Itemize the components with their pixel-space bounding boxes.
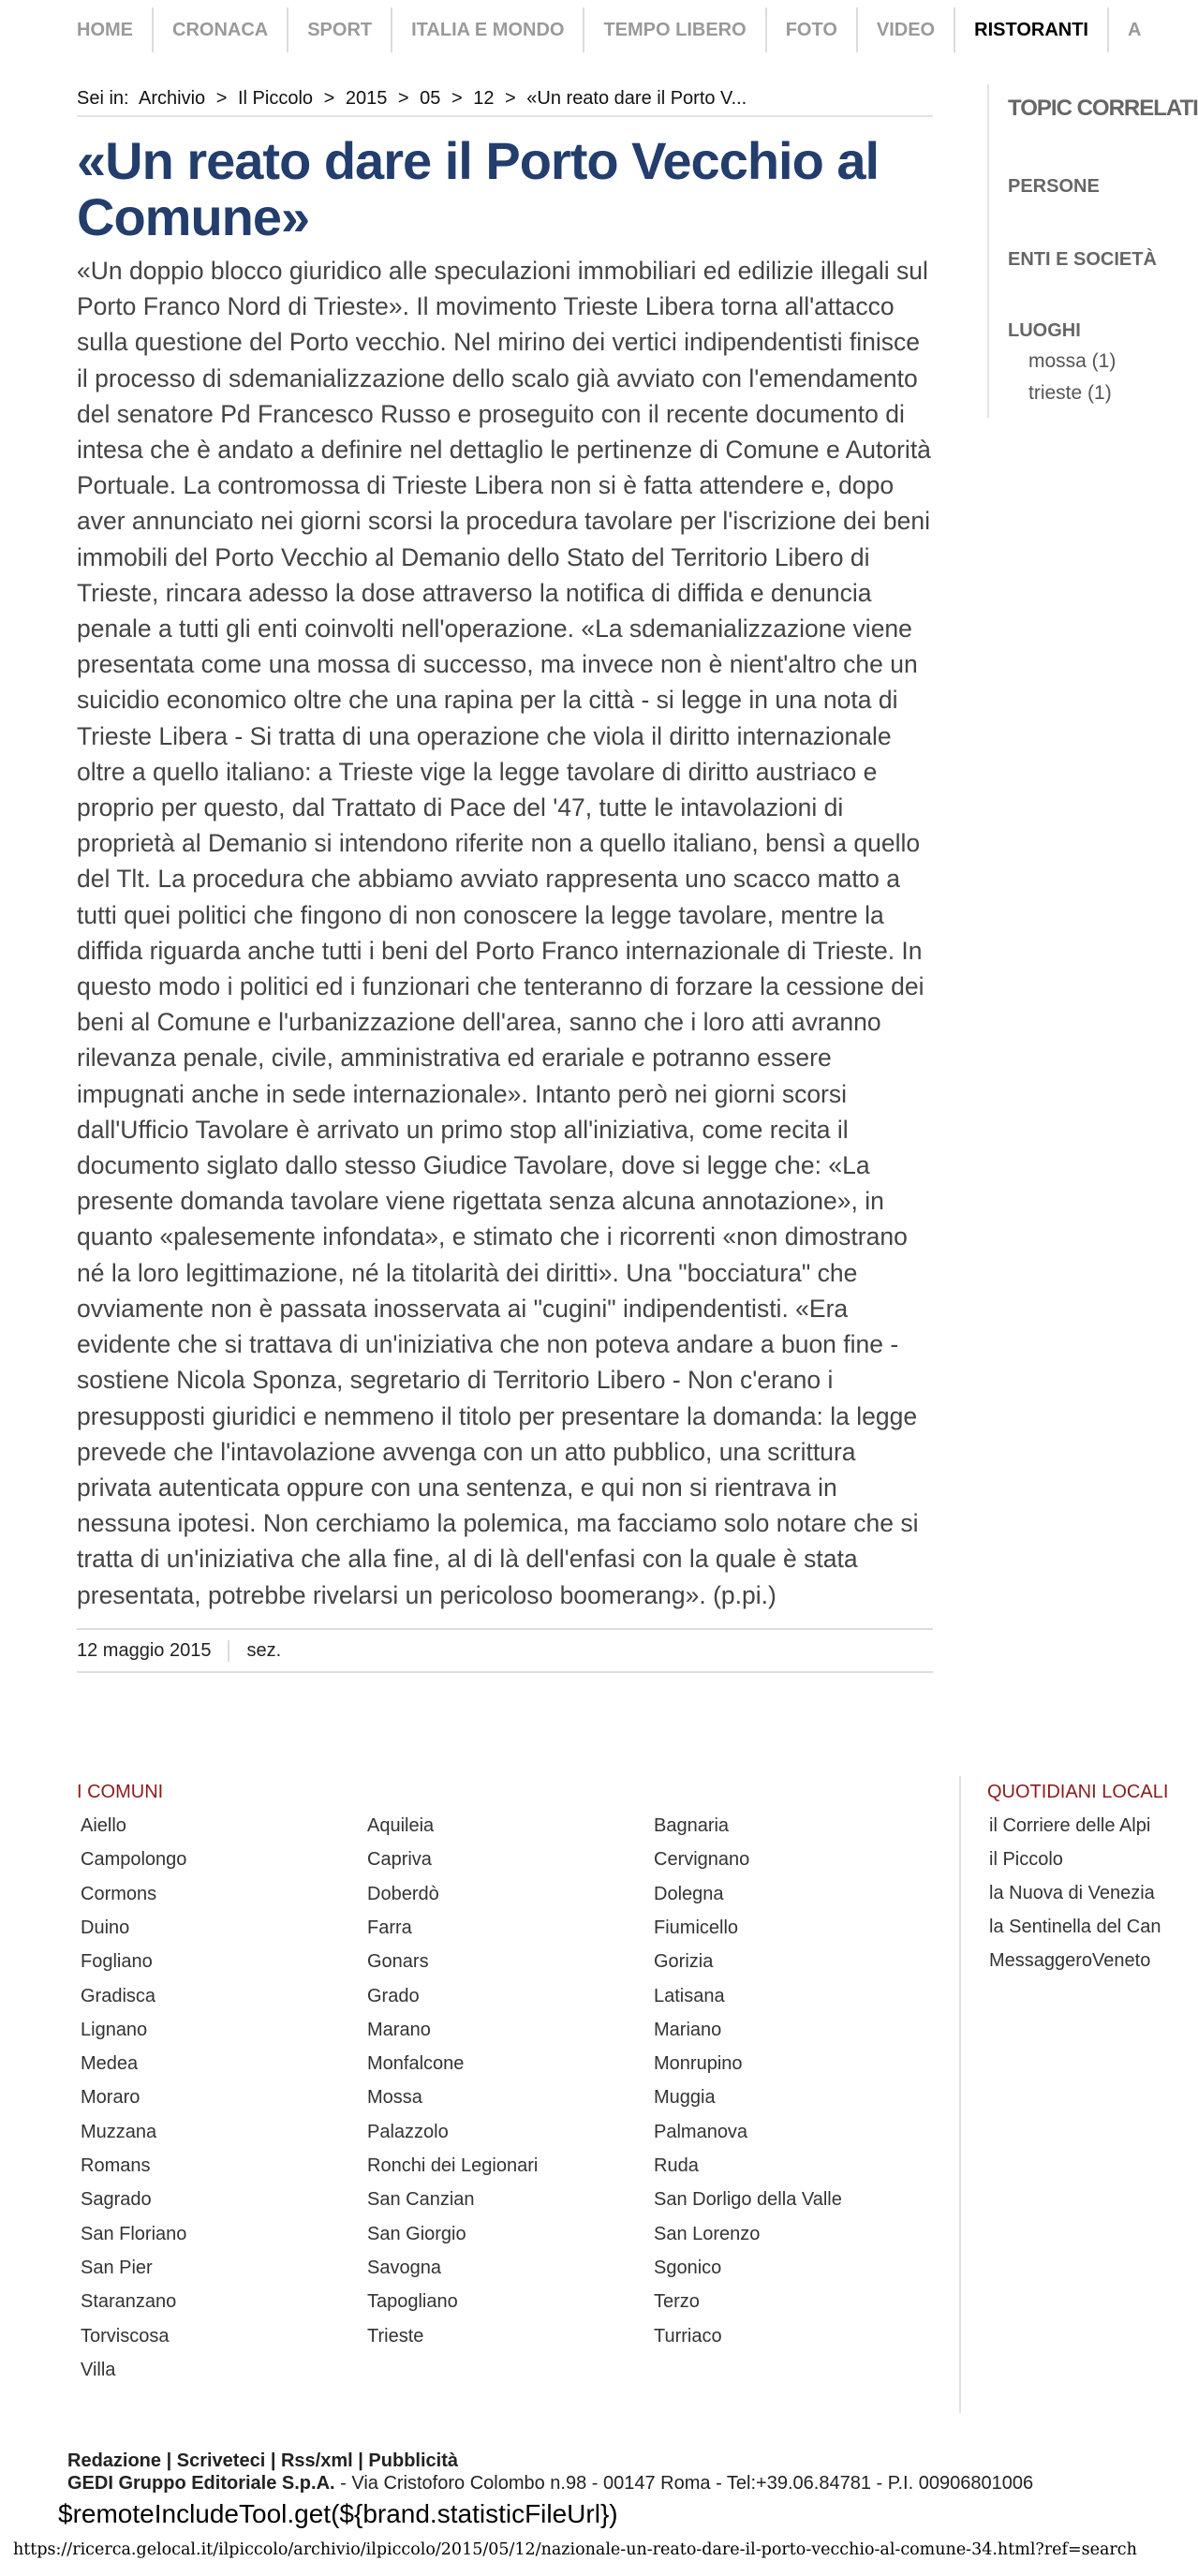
nav-sport[interactable]: SPORT	[288, 7, 392, 52]
comune-link[interactable]: Fiumicello	[654, 1917, 739, 1938]
quotidiano-link[interactable]: il Corriere delle Alpi	[989, 1815, 1151, 1836]
comune-link[interactable]: Duino	[81, 1917, 130, 1938]
breadcrumb-separator: >	[397, 88, 409, 109]
template-placeholder-text: $remoteIncludeTool.get(${brand.statisticFileUrl})	[58, 2499, 618, 2528]
breadcrumb-archivio[interactable]: Archivio	[139, 88, 206, 109]
article-date: 12 maggio 2015	[77, 1640, 229, 1662]
breadcrumb	[77, 88, 933, 117]
comune-link[interactable]: Muggia	[654, 2087, 716, 2109]
topics-enti-e-societa[interactable]: ENTI E SOCIETÀ	[1008, 249, 1157, 270]
topics-persone[interactable]: PERSONE	[1008, 176, 1100, 197]
nav-ristoranti[interactable]: RISTORANTI	[955, 7, 1109, 52]
comune-link[interactable]: Romans	[81, 2155, 151, 2176]
breadcrumb-prefix: Sei in:	[77, 88, 129, 109]
comune-link[interactable]: Marano	[367, 2019, 431, 2040]
comune-link[interactable]: Gradisca	[81, 1985, 156, 2006]
comune-link[interactable]: Palazzolo	[367, 2121, 449, 2142]
comune-link[interactable]: Mossa	[367, 2087, 422, 2109]
comune-link[interactable]: Mariano	[654, 2019, 722, 2040]
comune-link[interactable]: Doberdò	[367, 1883, 439, 1904]
article-title: «Un reato dare il Porto Vecchio al Comune»	[77, 131, 880, 246]
nav-home[interactable]: HOME	[60, 7, 154, 52]
comune-link[interactable]: Aquileia	[367, 1815, 435, 1836]
comune-link[interactable]: San Canzian	[367, 2189, 475, 2211]
comune-link[interactable]: San Pier	[81, 2257, 153, 2278]
comune-link[interactable]: Ruda	[654, 2155, 699, 2176]
comune-link[interactable]: Sagrado	[81, 2189, 152, 2211]
comune-link[interactable]: Tapogliano	[367, 2291, 458, 2313]
comune-link[interactable]: Savogna	[367, 2257, 441, 2278]
comune-link[interactable]: Staranzano	[81, 2291, 177, 2313]
article-meta	[77, 1628, 933, 1673]
top-navigation	[60, 0, 1165, 60]
comune-link[interactable]: Palmanova	[654, 2121, 748, 2142]
footer-divider	[959, 1776, 961, 2413]
comune-link[interactable]: Monrupino	[654, 2053, 743, 2075]
related-topics-title: TOPIC CORRELATI	[1008, 96, 1198, 121]
comune-link[interactable]: Muzzana	[81, 2121, 157, 2142]
related-topics-sidebar	[987, 84, 1198, 418]
topic-link-trieste[interactable]: trieste (1)	[1028, 382, 1112, 404]
quotidiano-link[interactable]: il Piccolo	[989, 1849, 1063, 1870]
comune-link[interactable]: Terzo	[654, 2291, 700, 2313]
comune-link[interactable]: Aiello	[81, 1815, 126, 1836]
comune-link[interactable]: Cervignano	[654, 1849, 750, 1871]
nav-more-truncated[interactable]: A	[1127, 20, 1142, 40]
breadcrumb-separator: >	[505, 88, 516, 109]
comuni-title: I COMUNI	[77, 1782, 164, 1802]
comune-link[interactable]: Lignano	[81, 2019, 148, 2040]
comune-link[interactable]: Ronchi dei Legionari	[367, 2155, 539, 2176]
breadcrumb-year[interactable]: 2015	[345, 88, 388, 109]
comune-link[interactable]: Villa	[81, 2359, 116, 2380]
company-details: - Via Cristoforo Colombo n.98 - 00147 Roma - Tel:+39.06.84781 - P.I. 00906801006	[334, 2473, 1034, 2494]
comune-link[interactable]: Monfalcone	[367, 2053, 465, 2075]
comune-link[interactable]: San Lorenzo	[654, 2223, 761, 2244]
topics-luoghi: LUOGHI	[1008, 320, 1081, 341]
breadcrumb-separator: >	[323, 88, 335, 109]
quotidiano-link[interactable]: la Sentinella del Can	[989, 1917, 1161, 1937]
comune-link[interactable]: Turriaco	[654, 2325, 722, 2347]
comune-link[interactable]: San Giorgio	[367, 2223, 466, 2244]
footer-link-redazione[interactable]: Redazione	[67, 2450, 162, 2471]
nav-foto[interactable]: FOTO	[767, 7, 858, 52]
comune-link[interactable]: Trieste	[367, 2325, 424, 2347]
topic-link-mossa[interactable]: mossa (1)	[1028, 350, 1117, 372]
comune-link[interactable]: Campolongo	[81, 1849, 187, 1871]
quotidiano-link[interactable]: MessaggeroVeneto	[989, 1950, 1151, 1971]
comune-link[interactable]: San Dorligo della Valle	[654, 2189, 842, 2211]
nav-cronaca[interactable]: CRONACA	[154, 7, 288, 52]
comune-link[interactable]: Bagnaria	[654, 1815, 730, 1836]
comune-link[interactable]: Capriva	[367, 1849, 432, 1871]
breadcrumb-separator: >	[451, 88, 463, 109]
breadcrumb-day[interactable]: 12	[473, 88, 495, 109]
comune-link[interactable]: Grado	[367, 1985, 420, 2006]
footer-link-rss[interactable]: Rss/xml	[280, 2450, 353, 2471]
comune-link[interactable]: Latisana	[654, 1985, 725, 2006]
quotidiani-title: QUOTIDIANI LOCALI	[987, 1782, 1169, 1802]
page-url: https://ricerca.gelocal.it/ilpiccolo/archivio/ilpiccolo/2015/05/12/nazionale-un-reato-dare-il-porto-vecchio-al-comune-34.html?ref=search	[13, 2540, 1137, 2559]
company-info	[67, 2473, 1033, 2495]
comune-link[interactable]: San Floriano	[81, 2223, 187, 2244]
comune-link[interactable]: Dolegna	[654, 1883, 724, 1904]
comune-link[interactable]: Fogliano	[81, 1951, 153, 1973]
breadcrumb-separator: >	[215, 88, 228, 109]
footer-link-scriveteci[interactable]: Scriveteci	[176, 2450, 266, 2471]
quotidiano-link[interactable]: la Nuova di Venezia	[989, 1883, 1155, 1903]
article-body: «Un doppio blocco giuridico alle speculazioni immobiliari ed edilizie illegali sul Porto Franco Nord di Trieste». Il movimento Trieste Libera torna all'attacco sulla questione del Porto vecchio. Nel mirino dei vertici indipendentisti finisce il processo di sdemanializzazione dello scalo già avviato con l'emendamento del senatore Pd Francesco Russo e proseguito con il recente documento di intesa che è andato a definire nel dettaglio le pertinenze di Comune e Autorità Portuale. La contromossa di Trieste Libera non si è fatta attendere e, dopo aver annunciato nei giorni scorsi la procedura tavolare per l'iscrizione dei beni immobili del Porto Vecchio al Demanio dello Stato del Territorio Libero di Trieste, rincara adesso la dose attraverso la notifica di diffida e denuncia penale a tutti gli enti coinvolti nell'operazione. «La sdemanializzazione viene presentata come una mossa di successo, ma invece non è nient'altro che un suicidio economico oltre che una rapina per la città - si legge in una nota di Trieste Libera - Si tratta di una operazione che viola il diritto internazionale oltre a quello italiano: a Trieste vige la legge tavolare di diritto austriaco e proprio per questo, dal Trattato di Pace del '47, tutte le intavolazioni di proprietà al Demanio si intendono riferite non a quello italiano, bensì a quello del Tlt. La procedura che abbiamo avviato rappresenta uno scacco matto a tutti quei politici che fingono di non conoscere la legge tavolare, mentre la diffida riguarda anche tutti i beni del Porto Franco internazionale di Trieste. In questo modo i politici ed i funzionari che tenteranno di forzare la cessione dei beni al Comune e l'urbanizzazione dell'area, sanno che i loro atti avranno rilevanza penale, civile, amministrativa ed erariale e potranno essere impugnati anche in sede internazionale». Intanto però nei giorni scorsi dall'Ufficio Tavolare è arrivato un primo stop all'iniziativa, come recita il documento siglato dallo stesso Giudice Tavolare, dove si legge che: «La presente domanda tavolare viene rigettata senza alcuna annotazione», in quanto «palesemente infondata», e stimato che i ricorrenti «non dimostrano né la loro legittimazione, né la titolarità dei diritti». Una "bocciatura" che ovviamente non è passata inosservata ai "cugini" indipendentisti. «Era evidente che si trattava di un'iniziativa che non poteva andare a buon fine - sostiene Nicola Sponza, segretario di Territorio Libero - Non c'erano i presupposti giuridici e nemmeno il titolo per presentare la domanda: la legge prevede che l'intavolazione avvenga con un atto pubblico, una scrittura privata autenticata oppure con una sentenza, e qui non si rientrava in nessuna ipotesi. Non cerchiamo la polemica, ma facciamo solo notare che si tratta di un'iniziativa che alla fine, al di là dell'enfasi con la quale è stata presentata, potrebbe rivelarsi un pericoloso boomerang». (p.pi.)	[77, 257, 931, 1609]
company-name: GEDI Gruppo Editoriale S.p.A.	[67, 2473, 335, 2494]
comune-link[interactable]: Torviscosa	[81, 2325, 170, 2347]
comune-link[interactable]: Cormons	[81, 1883, 157, 1904]
breadcrumb-il-piccolo[interactable]: Il Piccolo	[238, 88, 314, 109]
nav-tempo-libero[interactable]: TEMPO LIBERO	[584, 7, 766, 52]
comune-link[interactable]: Gorizia	[654, 1951, 714, 1973]
breadcrumb-month[interactable]: 05	[420, 88, 441, 109]
comune-link[interactable]: Moraro	[81, 2087, 141, 2109]
footer-links: Redazione | Scriveteci | Rss/xml | Pubblicità	[67, 2450, 458, 2471]
nav-video[interactable]: VIDEO	[858, 7, 955, 52]
comune-link[interactable]: Farra	[367, 1917, 412, 1938]
nav-italia-e-mondo[interactable]: ITALIA E MONDO	[392, 7, 584, 52]
article-section: sez.	[246, 1639, 282, 1661]
breadcrumb-current: «Un reato dare il Porto V...	[526, 88, 747, 109]
comune-link[interactable]: Medea	[81, 2053, 139, 2075]
comune-link[interactable]: Sgonico	[654, 2257, 722, 2278]
comune-link[interactable]: Gonars	[367, 1951, 429, 1973]
footer-link-pubblicita[interactable]: Pubblicità	[368, 2450, 458, 2471]
